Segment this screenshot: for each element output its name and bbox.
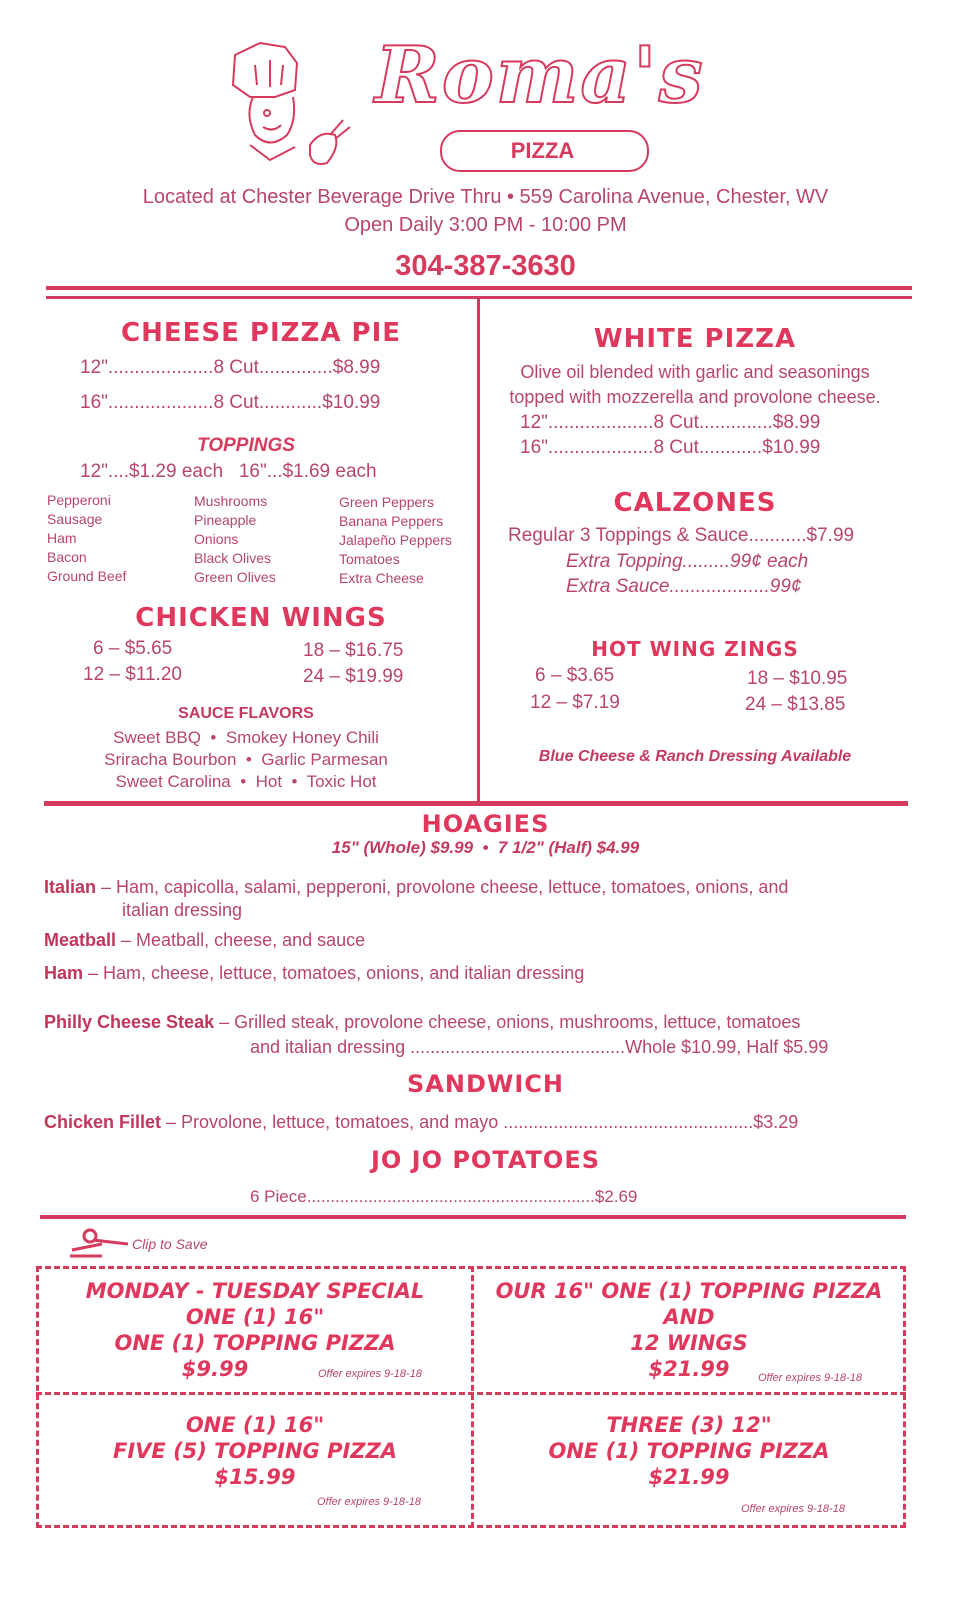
divider bbox=[40, 1215, 906, 1219]
item-name: Philly Cheese Steak bbox=[44, 1012, 215, 1032]
dressing-note: Blue Cheese & Ranch Dressing Available bbox=[538, 748, 852, 765]
hoagie-prices: 15" (Whole) $9.99 • 7 1/2" (Half) $4.99 bbox=[331, 838, 640, 857]
topping: Tomatoes bbox=[339, 551, 400, 567]
coupon-price: $21.99 bbox=[648, 1465, 730, 1489]
item-description: and italian dressing ...........................................Whole $10.99, Half $5.99 bbox=[250, 1037, 829, 1057]
topping: Pineapple bbox=[194, 512, 257, 528]
sauce-line: Sweet BBQ • Smokey Honey Chili bbox=[113, 728, 379, 747]
cut-line bbox=[471, 1266, 474, 1528]
coupon-line: THREE (3) 12" bbox=[606, 1413, 772, 1437]
item-name: Ham bbox=[44, 963, 84, 983]
item-name: Italian bbox=[44, 877, 97, 897]
coupon-line: ONE (1) 16" bbox=[185, 1413, 325, 1437]
wing-price: 6 – $5.65 bbox=[93, 638, 173, 659]
item-description: – Ham, cheese, lettuce, tomatoes, onions, and italian dressing bbox=[83, 963, 585, 983]
toppings-list bbox=[339, 493, 452, 588]
topping: Banana Peppers bbox=[339, 513, 444, 529]
toppings-list bbox=[194, 492, 276, 587]
coupon-price: $21.99 bbox=[648, 1357, 730, 1381]
section-title: HOAGIES bbox=[421, 810, 550, 838]
description: Olive oil blended with garlic and seasonings bbox=[520, 362, 870, 382]
toppings-prices: 12"....$1.29 each 16"...$1.69 each bbox=[80, 461, 377, 482]
topping: Extra Cheese bbox=[339, 570, 424, 586]
menu-item bbox=[44, 928, 365, 952]
topping: Pepperoni bbox=[47, 492, 111, 508]
location-text: Located at Chester Beverage Drive Thru • 559 Carolina Avenue, Chester, WV bbox=[142, 186, 829, 208]
divider bbox=[44, 801, 908, 806]
wing-price: 18 – $10.95 bbox=[747, 668, 848, 689]
coupon-line: OUR 16" ONE (1) TOPPING PIZZA bbox=[495, 1279, 883, 1303]
topping: Green Olives bbox=[194, 569, 276, 585]
divider bbox=[46, 286, 912, 290]
price-line: 6 Piece.............................................................$2.69 bbox=[250, 1187, 638, 1206]
price-line: 16"....................8 Cut............$10.99 bbox=[80, 392, 381, 413]
sauce-line: Sweet Carolina • Hot • Toxic Hot bbox=[115, 772, 377, 791]
price-line: 12"....................8 Cut..............$8.99 bbox=[520, 412, 821, 433]
section-title: HOT WING ZINGS bbox=[591, 637, 799, 661]
menu-item bbox=[44, 1010, 800, 1034]
item-description: – Provolone, lettuce, tomatoes, and mayo ..................................................$3.29 bbox=[161, 1112, 799, 1132]
wing-price: 6 – $3.65 bbox=[535, 665, 615, 686]
item-description: – Meatball, cheese, and sauce bbox=[116, 930, 366, 950]
wing-price: 24 – $19.99 bbox=[303, 666, 404, 687]
offer-expires: Offer expires 9-18-18 bbox=[758, 1372, 862, 1384]
coupon-line: 12 WINGS bbox=[630, 1331, 748, 1355]
section-title: WHITE PIZZA bbox=[593, 324, 797, 354]
wing-price: 12 – $7.19 bbox=[530, 692, 620, 713]
section-title: CHICKEN WINGS bbox=[135, 603, 387, 633]
item-description: italian dressing bbox=[122, 900, 243, 920]
offer-expires: Offer expires 9-18-18 bbox=[741, 1503, 845, 1515]
scissors-icon bbox=[68, 1228, 128, 1258]
clip-label: Clip to Save bbox=[132, 1236, 208, 1252]
coupon-line: ONE (1) TOPPING PIZZA bbox=[114, 1331, 396, 1355]
topping: Mushrooms bbox=[194, 493, 268, 509]
section-title: CALZONES bbox=[613, 488, 777, 518]
coupon-line: ONE (1) TOPPING PIZZA bbox=[548, 1439, 830, 1463]
wing-price: 12 – $11.20 bbox=[83, 664, 182, 685]
coupon[interactable] bbox=[40, 1400, 470, 1522]
cut-line bbox=[903, 1266, 906, 1528]
item-name: Chicken Fillet bbox=[44, 1112, 162, 1132]
offer-expires: Offer expires 9-18-18 bbox=[318, 1368, 422, 1380]
price-line: 16"....................8 Cut............$10.99 bbox=[520, 437, 821, 458]
wing-price: 24 – $13.85 bbox=[745, 694, 846, 715]
item-name: Meatball bbox=[44, 930, 117, 950]
topping: Sausage bbox=[47, 511, 103, 527]
wing-price: 18 – $16.75 bbox=[303, 640, 404, 661]
sauce-flavors-title: SAUCE FLAVORS bbox=[178, 705, 314, 722]
section-title: JO JO POTATOES bbox=[370, 1146, 601, 1174]
coupon[interactable] bbox=[475, 1400, 903, 1522]
coupon[interactable] bbox=[40, 1272, 470, 1390]
offer-expires: Offer expires 9-18-18 bbox=[317, 1496, 421, 1508]
phone-number: 304-387-3630 bbox=[395, 250, 576, 282]
topping: Ham bbox=[47, 530, 77, 546]
price-line: 12"....................8 Cut..............$8.99 bbox=[80, 357, 381, 378]
cut-line bbox=[36, 1266, 39, 1528]
section-title: SANDWICH bbox=[407, 1070, 564, 1098]
topping: Jalapeño Peppers bbox=[339, 532, 452, 548]
topping: Bacon bbox=[47, 549, 87, 565]
description: topped with mozzerella and provolone cheese. bbox=[509, 387, 881, 407]
item-description: – Ham, capicolla, salami, pepperoni, provolone cheese, lettuce, tomatoes, onions, and bbox=[96, 877, 789, 897]
topping: Ground Beef bbox=[47, 568, 127, 584]
topping: Onions bbox=[194, 531, 239, 547]
chef-mascot-icon bbox=[215, 35, 365, 170]
toppings-title: TOPPINGS bbox=[197, 435, 295, 456]
coupon-line: FIVE (5) TOPPING PIZZA bbox=[113, 1439, 397, 1463]
menu-item bbox=[44, 875, 788, 899]
coupon-price: $9.99 bbox=[181, 1357, 249, 1381]
menu-item bbox=[44, 961, 584, 985]
sauce-line: Sriracha Bourbon • Garlic Parmesan bbox=[104, 750, 388, 769]
coupon-line: AND bbox=[663, 1305, 715, 1329]
item-description: – Grilled steak, provolone cheese, onions, mushrooms, lettuce, tomatoes bbox=[214, 1012, 801, 1032]
coupon[interactable] bbox=[475, 1272, 903, 1390]
toppings-list bbox=[47, 491, 126, 586]
price-line: Regular 3 Toppings & Sauce...........$7.99 bbox=[508, 525, 855, 546]
logo-wordmark: Roma's bbox=[375, 30, 705, 121]
logo-subtitle: PIZZA bbox=[510, 138, 575, 163]
topping: Green Peppers bbox=[339, 494, 434, 510]
section-title: CHEESE PIZZA PIE bbox=[121, 318, 401, 348]
topping: Black Olives bbox=[194, 550, 272, 566]
hours-text: Open Daily 3:00 PM - 10:00 PM bbox=[344, 214, 627, 236]
logo bbox=[215, 30, 705, 175]
coupon-line: ONE (1) 16" bbox=[185, 1305, 325, 1329]
price-line: Extra Sauce...................99¢ bbox=[566, 576, 802, 597]
price-line: Extra Topping.........99¢ each bbox=[566, 551, 809, 572]
menu-item bbox=[44, 1110, 798, 1134]
coupon-line: MONDAY - TUESDAY SPECIAL bbox=[85, 1279, 425, 1303]
coupon-price: $15.99 bbox=[214, 1465, 296, 1489]
